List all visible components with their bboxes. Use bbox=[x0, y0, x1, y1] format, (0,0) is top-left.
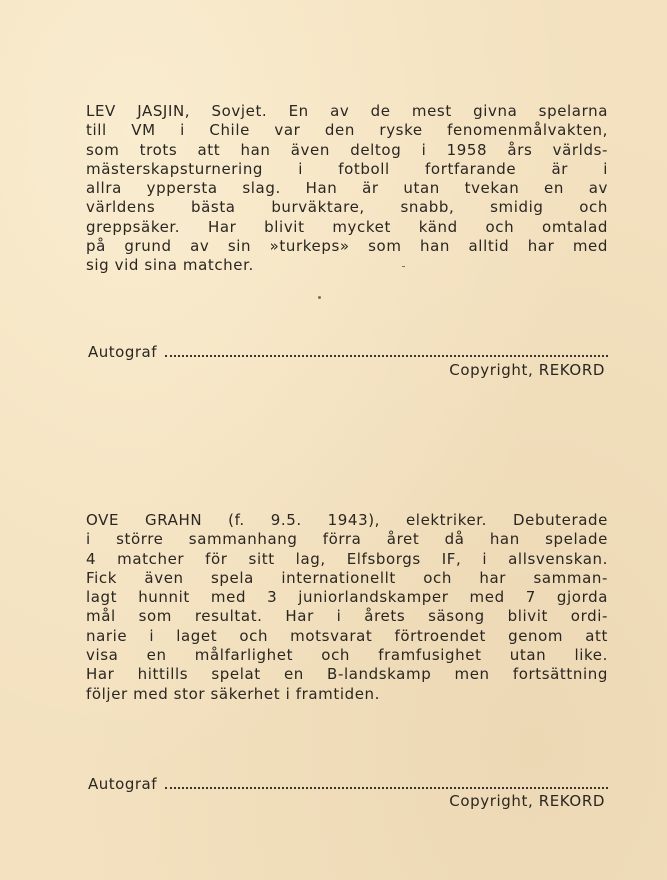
bio-line: världens bästa burväktare, snabb, smidig och bbox=[86, 198, 608, 217]
autograph-dotted-line bbox=[165, 777, 608, 789]
bio-line: till VM i Chile var den ryske fenomenmålvakten, bbox=[86, 121, 608, 140]
bio-line: visa en målfarlighet och framfusighet utan like. bbox=[86, 646, 608, 665]
print-speck bbox=[318, 296, 321, 299]
player-bio bbox=[86, 511, 608, 704]
copyright-notice: Copyright, REKORD bbox=[449, 361, 605, 379]
bio-line: följer med stor säkerhet i framtiden. bbox=[86, 684, 381, 703]
autograph-label: Autograf bbox=[88, 775, 157, 793]
bio-line: sig vid sina matcher. bbox=[86, 256, 254, 275]
bio-line: OVE GRAHN (f. 9.5. 1943), elektriker. Debuterade bbox=[86, 511, 608, 529]
bio-line: greppsäker. Har blivit mycket känd och omtalad bbox=[86, 217, 608, 236]
bio-line: på grund av sin »turkeps» som han alltid har med bbox=[86, 237, 608, 256]
player-card-bottom bbox=[0, 440, 667, 880]
bio-line: som trots att han även deltog i 1958 års världs- bbox=[86, 140, 608, 159]
bio-line: Har hittills spelat en B-landskamp men fortsättning bbox=[86, 665, 608, 684]
bio-line: Fick även spela internationellt och har samman- bbox=[86, 568, 608, 587]
bio-line: mål som resultat. Har i årets säsong blivit ordi- bbox=[86, 607, 608, 626]
bio-line: allra yppersta slag. Han är utan tvekan en av bbox=[86, 179, 608, 198]
autograph-line bbox=[88, 775, 608, 793]
autograph-line bbox=[88, 343, 608, 361]
bio-line: mästerskapsturnering i fotboll fortfarande är i bbox=[86, 159, 608, 178]
copyright-notice: Copyright, REKORD bbox=[449, 792, 605, 810]
print-speck bbox=[402, 266, 405, 267]
bio-line: narie i laget och motsvarat förtroendet genom att bbox=[86, 626, 608, 645]
bio-line: LEV JASJIN, Sovjet. En av de mest givna spelarna bbox=[86, 102, 608, 120]
bio-line: lagt hunnit med 3 juniorlandskamper med 7 gjorda bbox=[86, 588, 608, 607]
autograph-dotted-line bbox=[165, 345, 608, 357]
player-bio bbox=[86, 102, 608, 276]
bio-line: i större sammanhang förra året då han spelade bbox=[86, 530, 608, 549]
autograph-label: Autograf bbox=[88, 343, 157, 361]
bio-line: 4 matcher för sitt lag, Elfsborgs IF, i allsvenskan. bbox=[86, 549, 608, 568]
